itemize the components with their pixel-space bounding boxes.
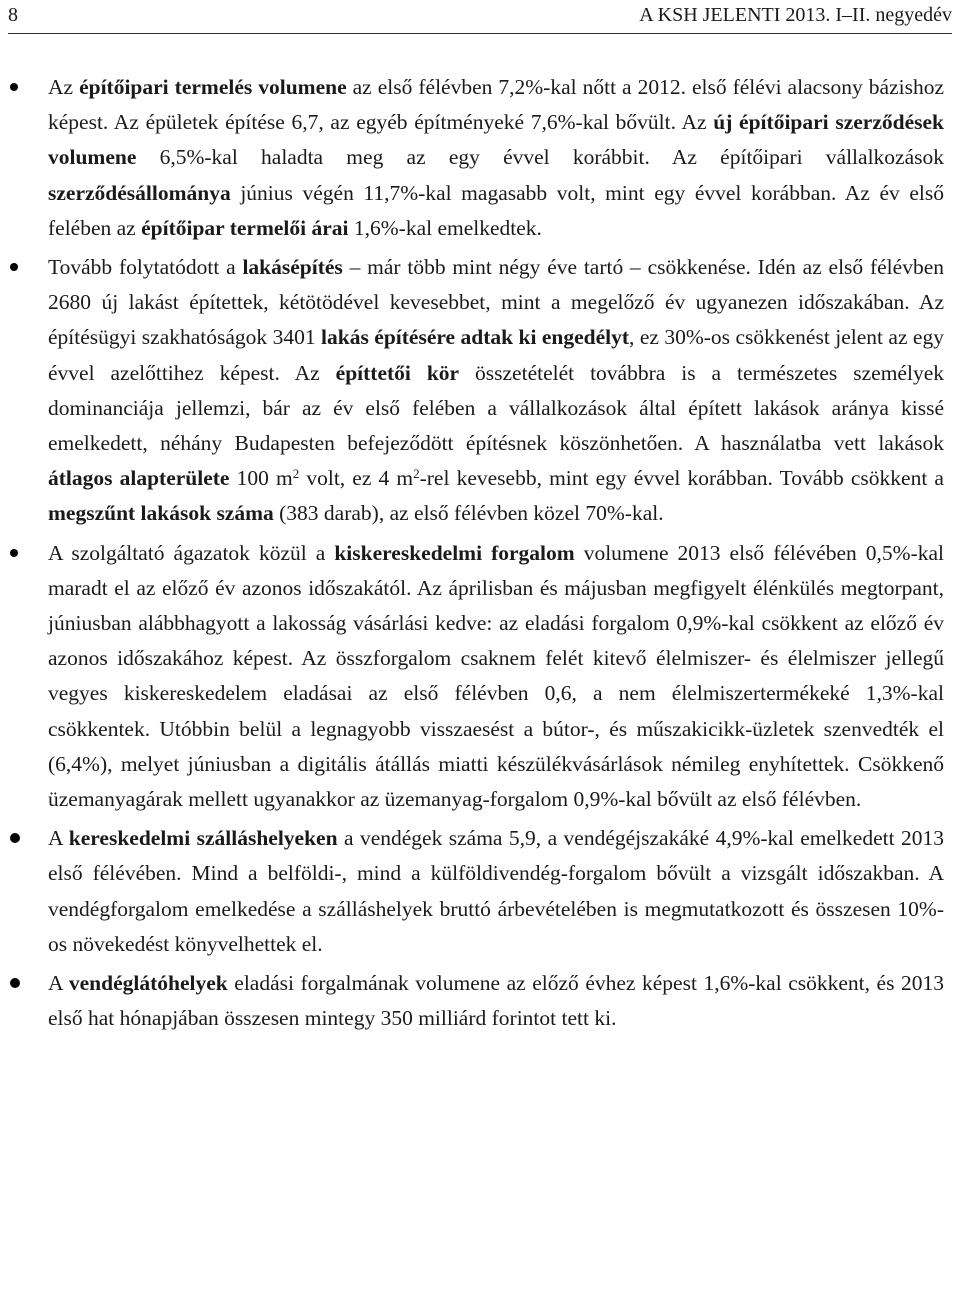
bold-term: kereskedelmi szálláshelyeken bbox=[68, 826, 338, 851]
text-run: (383 darab), az első félévben közel 70%-kal. bbox=[273, 501, 664, 526]
header-rule bbox=[8, 33, 952, 34]
text-run: volumene 2013 első félévében 0,5%-kal maradt el az előző év azonos időszakától. Az áprilisban és májusban megfigyelt élénkülés megtorpant, júniusban alábbhagyott a lakosság vásárlási kedve: az eladási forgalom 0,9%-kal csökkent az előző év azonos időszakához képest. Az összforgalom csaknem felét kitevő élelmiszer- és élelmiszer jellegű vegyes kiskereskedelem eladásai az első félévben 0,6, a nem élelmiszertermékeké 1,3%-kal csökkentek. Utóbbin belül a legnagyobb visszaesést a bútor-, és műszakicikk-üzletek szenvedték el (6,4%), melyet júniusban a digitális átállás miatti készülékvásárlások némileg enyhítettek. Csökkenő üzemanyagárak mellett ugyanakkor az üzemanyag-forgalom 0,9%-kal bővült az első félévben. bbox=[48, 540, 944, 812]
text-run: -rel kevesebb, mint egy évvel korábban. Tovább csökkent a bbox=[419, 466, 944, 491]
bold-term: szerződésállománya bbox=[48, 180, 231, 205]
paragraph-text bbox=[48, 541, 944, 811]
bullet-paragraph-accommodation bbox=[0, 821, 960, 962]
bullet-icon bbox=[10, 263, 18, 271]
paragraph-text bbox=[48, 826, 944, 956]
bold-term: építőipar termelői árai bbox=[141, 215, 349, 240]
text-run: A szolgáltató ágazatok közül a bbox=[48, 540, 335, 565]
document-body bbox=[0, 70, 960, 1040]
bold-term: építőipari termelés volumene bbox=[79, 75, 347, 99]
text-run: június végén 11,7%-kal magasabb volt, mint egy évvel korábban. Az év első felében az bbox=[48, 180, 944, 240]
paragraph-text bbox=[48, 255, 944, 525]
bullet-paragraph-catering bbox=[0, 966, 960, 1036]
bold-term: új építőipari szerződések volumene bbox=[48, 110, 944, 170]
text-run: Tovább folytatódott a bbox=[48, 255, 243, 280]
text-run: – már több mint négy éve tartó – csökkenése. Idén az első félévben 2680 új lakást építettek, kétötödével kevesebbet, mint a megelőző év ugyanezen időszakában. Az építésügyi szakhatóságok 3401 bbox=[48, 255, 944, 350]
bold-term: megszűnt lakások száma bbox=[48, 501, 274, 526]
paragraph-text bbox=[48, 971, 944, 1030]
text-run: A bbox=[48, 971, 69, 996]
bullet-paragraph-retail bbox=[0, 536, 960, 818]
text-run: az első félévben 7,2%-kal nőtt a 2012. első félévi alacsony bázishoz képest. Az épületek építése 6,7, az egyéb építményeké 7,6%-kal bővült. Az bbox=[48, 75, 944, 135]
bullet-paragraph-construction bbox=[0, 70, 960, 246]
text-run: , ez 30%-os csökkenést jelent az egy évvel azelőttihez képest. Az bbox=[48, 325, 944, 385]
text-run: 100 m bbox=[229, 466, 293, 491]
text-run: 6,5%-kal haladta meg az egy évvel korábbit. Az építőipari vállalkozások bbox=[136, 145, 944, 170]
bullet-icon bbox=[10, 549, 18, 557]
bullet-icon bbox=[10, 83, 18, 91]
bullet-list bbox=[0, 70, 960, 1036]
text-run: Az bbox=[48, 75, 80, 99]
bullet-paragraph-housing bbox=[0, 250, 960, 532]
text-run: eladási forgalmának volumene az előző évhez képest 1,6%-kal csökkent, és 2013 első hat hónapjában összesen mintegy 350 milliárd forintot tett ki. bbox=[48, 971, 945, 1031]
paragraph-text bbox=[48, 75, 944, 240]
text-run: a vendégek száma 5,9, a vendégéjszakáké 4,9%-kal emelkedett 2013 első félévében. Mind a belföldi-, mind a külföldivendég-forgalom bővült a vizsgált időszakban. A vendégforgalom emelkedése a szálláshelyek bruttó árbevételében is megmutatkozott és összesen 10%-os növekedést könyvelhettek el. bbox=[48, 826, 944, 956]
bold-term: lakás építésére adtak ki engedélyt bbox=[321, 325, 630, 350]
bullet-icon bbox=[10, 833, 20, 843]
bold-term: lakásépítés bbox=[242, 255, 343, 280]
page-number: 8 bbox=[8, 4, 18, 26]
bold-term: vendéglátóhelyek bbox=[68, 971, 228, 996]
text-run: összetételét továbbra is a természetes személyek dominanciája jellemzi, bár az év első felében a vállalkozások által épített lakások aránya kissé emelkedett, néhány Budapesten befejeződött építésnek köszönhetően. A használatba vett lakások bbox=[48, 360, 944, 456]
page-header bbox=[8, 2, 952, 32]
text-run: volt, ez 4 m bbox=[299, 466, 414, 491]
bold-term: átlagos alapterülete bbox=[48, 466, 230, 491]
bold-term: kiskereskedelmi forgalom bbox=[334, 540, 575, 565]
bullet-icon bbox=[10, 978, 20, 988]
text-run: 1,6%-kal emelkedtek. bbox=[348, 215, 542, 240]
superscript: 2 bbox=[292, 466, 300, 482]
bold-term: építtetői kör bbox=[335, 360, 460, 385]
text-run: A bbox=[48, 826, 69, 851]
superscript: 2 bbox=[413, 466, 420, 482]
running-title: A KSH JELENTI 2013. I–II. negyedév bbox=[639, 4, 952, 26]
